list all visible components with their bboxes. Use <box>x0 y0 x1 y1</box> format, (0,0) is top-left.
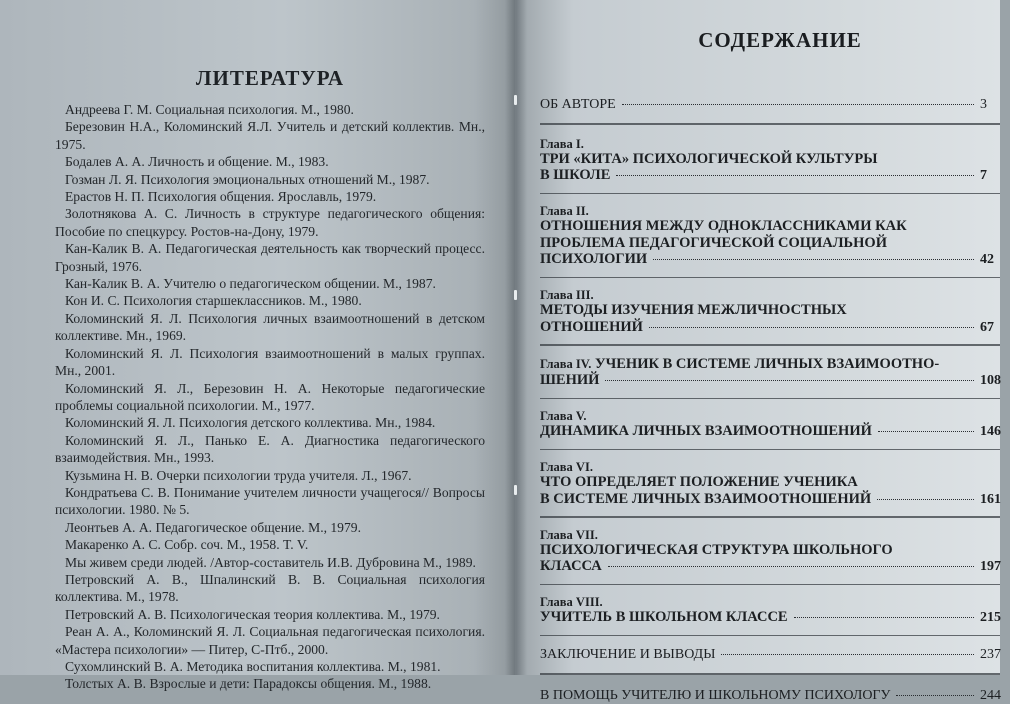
dot-leader <box>649 327 974 328</box>
binding-stitch <box>514 290 517 300</box>
chapter-number: Глава III. <box>540 288 594 302</box>
chapter-title-line: ОТНОШЕНИЯ МЕЖДУ ОДНОКЛАССНИКАМИ КАК <box>540 218 907 234</box>
reference-item: Толстых А. В. Взрослые и дети: Парадоксы общения. М., 1988. <box>65 676 432 692</box>
divider-line <box>540 398 1000 400</box>
dot-leader <box>622 104 974 105</box>
page-number: 244 <box>980 687 1001 703</box>
page-number: 7 <box>980 168 987 183</box>
chapter-title-line: ШЕНИЙ <box>540 372 600 388</box>
reference-item: Петровский А. В., Шпалинский В. В. Социальная психология коллектива. М., 1978. <box>55 571 485 605</box>
chapter-title-line: КЛАССА <box>540 558 602 574</box>
chapter-title-line: ПСИХОЛОГИИ <box>540 251 648 267</box>
page-number: 146 <box>980 424 1001 439</box>
chapter-number: Глава VII. <box>540 527 598 542</box>
toc-entry-conclusion[interactable] <box>540 646 1010 663</box>
chapter-title-line: УЧЕНИК В СИСТЕМЕ ЛИЧНЫХ ВЗАИМООТНО- <box>594 355 940 372</box>
contents-heading: СОДЕРЖАНИЕ <box>698 28 862 52</box>
chapter-number: Глава I. <box>540 136 584 151</box>
reference-item: Коломинский Я. Л., Березовин Н. А. Некоторые педагогические проблемы социальной психологии. М., 1977. <box>55 380 485 413</box>
reference-item: Реан А. А., Коломинский Я. Л. Социальная педагогическая психология. «Мастера психологии» — Питер, С-Птб., 2000. <box>55 624 485 657</box>
page-number: 197 <box>980 559 1001 574</box>
chapter-title-line: В СИСТЕМЕ ЛИЧНЫХ ВЗАИМООТНОШЕНИЙ <box>540 490 872 507</box>
dot-leader <box>653 259 974 260</box>
reference-item: Сухомлинский В. А. Методика воспитания коллектива. М., 1981. <box>65 659 441 674</box>
reference-item: Гозман Л. Я. Психология эмоциональных отношений М., 1987. <box>65 171 430 187</box>
reference-item: Ерастов Н. П. Психология общения. Ярославль, 1979. <box>65 189 377 205</box>
binding-stitch <box>514 95 517 105</box>
dot-leader <box>877 499 974 500</box>
reference-item: Кан-Калик В. А. Педагогическая деятельность как творческий процесс. Грозный, 1976. <box>55 241 485 274</box>
divider-line <box>540 516 1000 518</box>
dot-leader <box>616 175 974 176</box>
chapter-number: Глава VI. <box>540 460 593 474</box>
reference-item: Коломинский Я. Л. Психология детского коллектива. Мн., 1984. <box>65 415 436 431</box>
reference-item: Макаренко А. С. Собр. соч. М., 1958. T. V. <box>65 537 309 553</box>
page-number: 215 <box>980 610 1001 625</box>
chapter-title-line: ЧТО ОПРЕДЕЛЯЕТ ПОЛОЖЕНИЕ УЧЕНИКА <box>540 474 858 490</box>
toc-entry-chapter[interactable] <box>540 356 1010 390</box>
table-of-contents <box>540 90 1010 704</box>
chapter-number: Глава V. <box>540 409 587 423</box>
page-number: 237 <box>980 647 1001 662</box>
chapter-title-line: ОТНОШЕНИЙ <box>540 318 643 335</box>
divider-line <box>540 584 1000 586</box>
reference-item: Кан-Калик В. А. Учителю о педагогическом общении. М., 1987. <box>65 276 436 292</box>
divider-line <box>540 449 1000 451</box>
toc-entry-chapter[interactable] <box>540 409 1010 441</box>
toc-entry-label: В ПОМОЩЬ УЧИТЕЛЮ И ШКОЛЬНОМУ ПСИХОЛОГУ <box>540 687 891 703</box>
chapter-list <box>540 137 1010 637</box>
toc-entry-chapter[interactable] <box>540 204 1010 269</box>
reference-item: Коломинский Я. Л. Психология взаимоотношений в малых группах. Мн., 2001. <box>55 345 485 379</box>
literature-heading: ЛИТЕРАТУРА <box>195 66 345 90</box>
reference-item: Золотнякова А. С. Личность в структуре педагогического общения: Пособие по спецкурсу. Ростов-на-Дону, 1979. <box>55 206 485 239</box>
page-number: 67 <box>980 319 994 335</box>
chapter-title-line: ПРОБЛЕМА ПЕДАГОГИЧЕСКОЙ СОЦИАЛЬНОЙ <box>540 234 887 251</box>
chapter-number: Глава VIII. <box>540 595 603 609</box>
reference-item: Коломинский Я. Л., Панько Е. А. Диагностика педагогического взаимодействия. Мн., 1993. <box>55 432 485 466</box>
reference-item: Кондратьева С. В. Понимание учителем личности учащегося// Вопросы психологии. 1980. № 5. <box>55 484 485 518</box>
page-number: 108 <box>980 373 1001 388</box>
chapter-title-line: В ШКОЛЕ <box>540 167 611 183</box>
divider-line <box>540 277 1000 279</box>
page-number: 42 <box>980 252 994 267</box>
dot-leader <box>794 617 974 618</box>
toc-entry-label: ОБ АВТОРЕ <box>540 97 616 112</box>
divider-line <box>540 673 1000 675</box>
page-number: 161 <box>980 491 1001 507</box>
chapter-title-line: УЧИТЕЛЬ В ШКОЛЬНОМ КЛАССЕ <box>540 609 788 625</box>
chapter-number: Глава IV. <box>540 356 592 371</box>
page-number: 3 <box>980 97 987 112</box>
dot-leader <box>878 431 974 432</box>
chapter-title-line: ПСИХОЛОГИЧЕСКАЯ СТРУКТУРА ШКОЛЬНОГО <box>540 541 893 558</box>
chapter-number: Глава II. <box>540 204 589 218</box>
binding-stitch <box>514 485 517 495</box>
reference-item: Кон И. С. Психология старшеклассников. М., 1980. <box>65 293 362 309</box>
toc-entry-label: ЗАКЛЮЧЕНИЕ И ВЫВОДЫ <box>540 647 716 662</box>
divider-line <box>540 193 1000 195</box>
divider-line <box>540 635 1000 637</box>
chapter-title-line: ДИНАМИКА ЛИЧНЫХ ВЗАИМООТНОШЕНИЙ <box>540 423 872 439</box>
dot-leader <box>896 695 974 696</box>
reference-item: Петровский А. В. Психологическая теория коллектива. М., 1979. <box>65 606 440 622</box>
chapter-title-line: МЕТОДЫ ИЗУЧЕНИЯ МЕЖЛИЧНОСТНЫХ <box>540 302 847 318</box>
reference-item: Андреева Г. М. Социальная психология. М., 1980. <box>65 102 354 117</box>
reference-item: Леонтьев А. А. Педагогическое общение. М., 1979. <box>65 519 361 535</box>
dot-leader <box>721 654 974 655</box>
toc-entry-chapter[interactable] <box>540 137 1010 185</box>
chapter-title-line: ТРИ «КИТА» ПСИХОЛОГИЧЕСКОЙ КУЛЬТУРЫ <box>540 150 878 167</box>
toc-entry-help[interactable] <box>540 687 1010 704</box>
toc-entry-chapter[interactable] <box>540 595 1010 627</box>
reference-item: Мы живем среди людей. /Автор-составитель И.В. Дубровина М., 1989. <box>65 554 476 570</box>
reference-item: Березовин Н.А., Коломинский Я.Л. Учитель и детский коллектив. Мн., 1975. <box>55 119 485 152</box>
toc-entry-about[interactable] <box>540 96 1010 113</box>
toc-entry-chapter[interactable] <box>540 528 1010 576</box>
toc-entry-chapter[interactable] <box>540 288 1010 336</box>
divider-line <box>540 123 1000 125</box>
dot-leader <box>605 380 974 381</box>
references-list <box>55 101 485 693</box>
reference-item: Бодалев А. А. Личность и общение. М., 1983. <box>65 154 329 170</box>
dot-leader <box>608 566 974 567</box>
reference-item: Коломинский Я. Л. Психология личных взаимоотношений в детском коллективе. Мн., 1969. <box>55 310 485 344</box>
toc-entry-chapter[interactable] <box>540 460 1010 508</box>
reference-item: Кузьмина Н. В. Очерки психологии труда учителя. Л., 1967. <box>65 467 412 483</box>
divider-line <box>540 344 1000 346</box>
